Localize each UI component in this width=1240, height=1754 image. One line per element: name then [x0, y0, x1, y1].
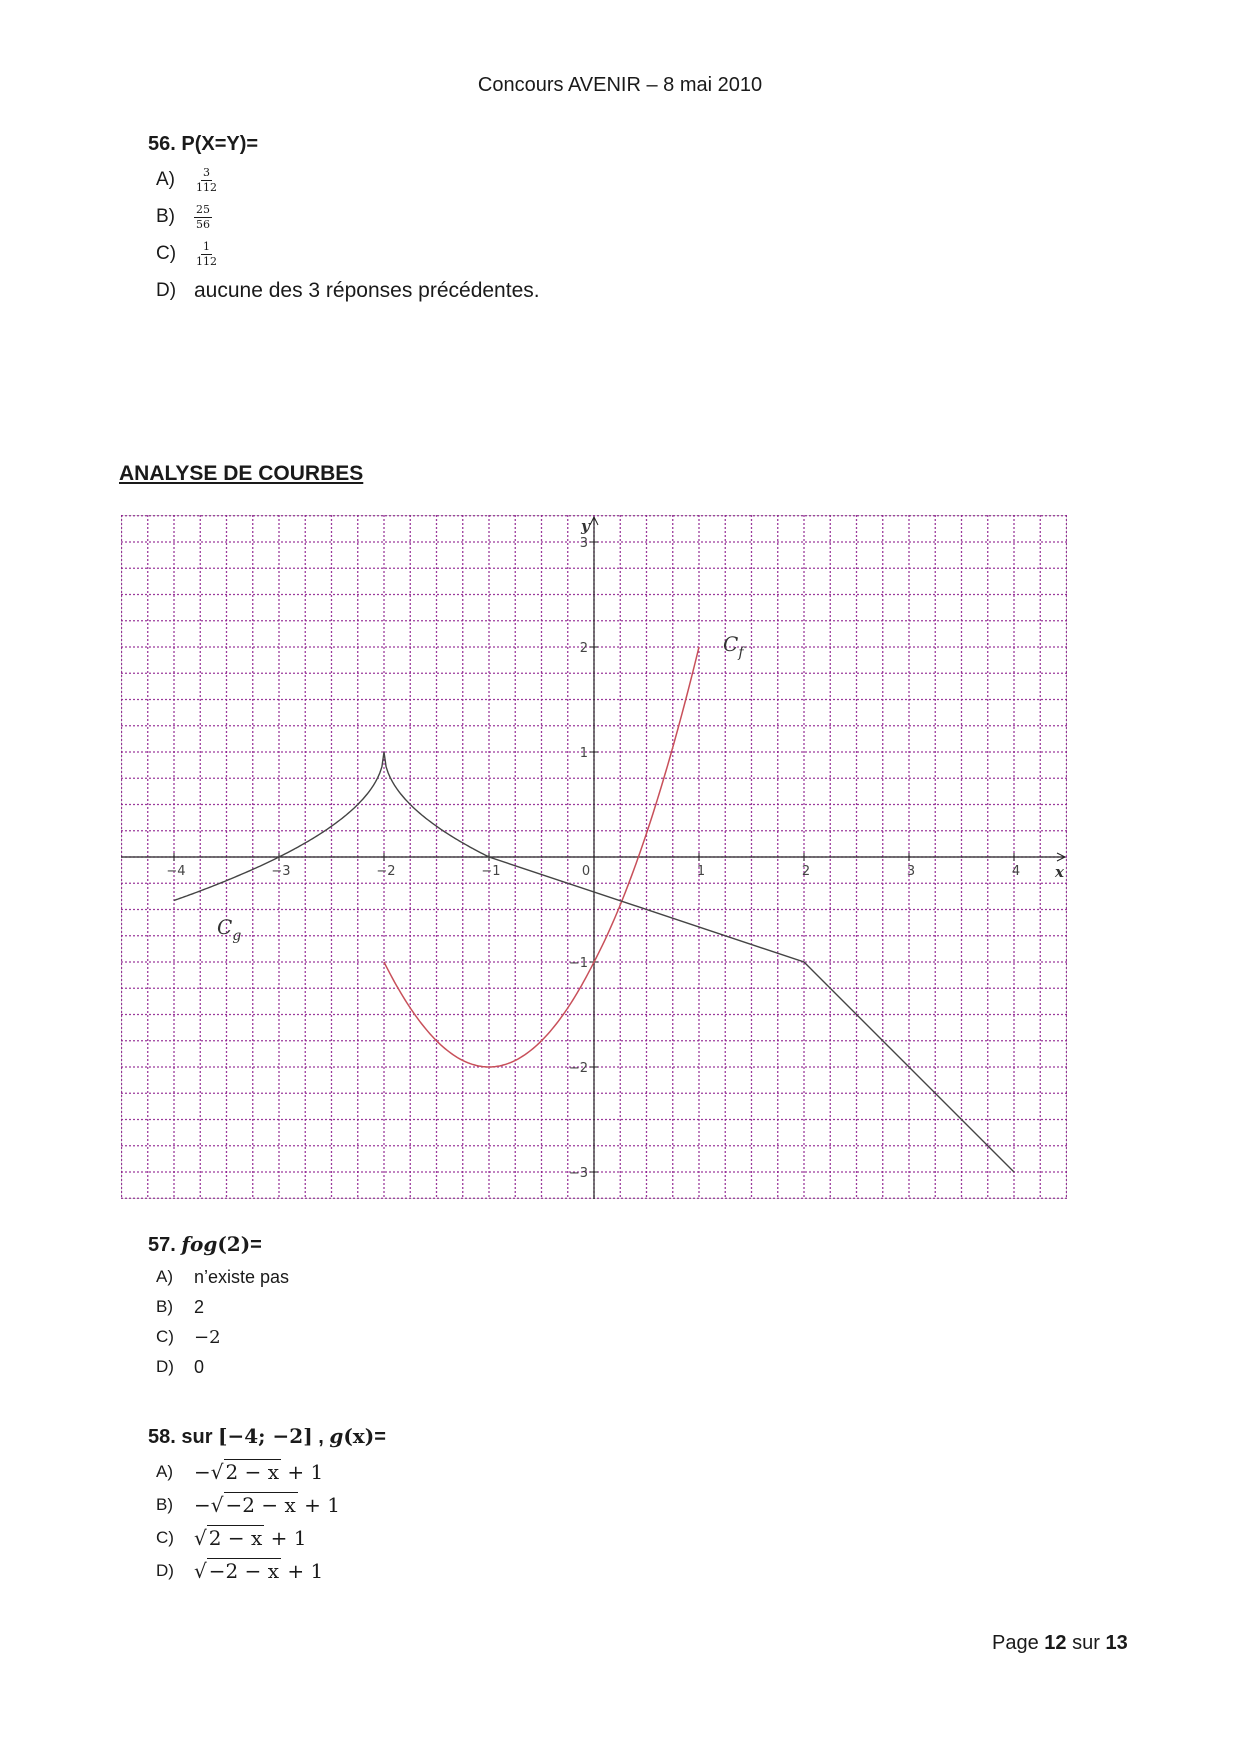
- option-math: −√ −2 − x + 1: [194, 1493, 340, 1517]
- numerator: 3: [203, 165, 210, 179]
- section-title: ANALYSE DE COURBES: [119, 462, 364, 485]
- page-total: 13: [1105, 1632, 1128, 1654]
- page-number: 12: [1044, 1632, 1067, 1654]
- page-header: Concours AVENIR – 8 mai 2010: [477, 74, 763, 96]
- option-label: A): [156, 1461, 173, 1481]
- numerator: 25: [196, 202, 210, 216]
- y-tick-label: 2: [579, 641, 588, 656]
- x-tick-label: −2: [376, 864, 396, 879]
- separator: ,: [318, 1426, 324, 1448]
- radicand: 2 − x: [208, 1526, 263, 1550]
- option-label: A): [156, 1267, 173, 1286]
- option-d[interactable]: [156, 276, 540, 306]
- option-c[interactable]: [156, 239, 540, 269]
- x-tick-label: −3: [271, 864, 291, 879]
- option-label: D): [156, 280, 177, 301]
- math-expression: fog: [181, 1232, 218, 1256]
- option-label: B): [156, 1297, 173, 1316]
- option-text: n’existe pas: [194, 1266, 290, 1287]
- fraction: [194, 241, 219, 268]
- option-text: aucune des 3 réponses précédentes.: [194, 279, 540, 302]
- question-number: 56.: [148, 133, 176, 155]
- curve-f-subscript: f: [738, 645, 744, 661]
- option-label: B): [156, 1494, 173, 1514]
- option-label: B): [156, 206, 175, 227]
- option-b[interactable]: [156, 1488, 340, 1521]
- question-number: 58. sur: [148, 1426, 213, 1448]
- curve-g-letter: C: [217, 915, 233, 939]
- addend: + 1: [270, 1526, 307, 1550]
- option-label: D): [156, 1357, 174, 1376]
- addend: + 1: [287, 1460, 324, 1484]
- option-label: C): [156, 1527, 174, 1547]
- function-argument: (x): [343, 1424, 375, 1448]
- option-a[interactable]: [156, 1262, 289, 1292]
- denominator: 56: [196, 217, 210, 231]
- y-tick-label: 3: [579, 536, 588, 551]
- y-tick-label: −2: [568, 1061, 588, 1076]
- question-58-options: [156, 1455, 340, 1587]
- fraction: [194, 204, 212, 231]
- option-text: 0: [194, 1356, 205, 1377]
- curves-graph: [121, 515, 1067, 1199]
- radicand: −2 − x: [225, 1493, 296, 1517]
- y-tick-label: −3: [568, 1166, 588, 1181]
- x-tick-label: 4: [1011, 864, 1021, 879]
- option-b[interactable]: [156, 1292, 289, 1322]
- x-tick-label: 1: [696, 864, 706, 879]
- y-tick-label: 1: [579, 746, 588, 761]
- sign: −: [194, 1460, 211, 1484]
- option-math: √ 2 − x + 1: [194, 1526, 307, 1550]
- x-tick-label: −1: [481, 864, 501, 879]
- question-text: P(X=Y)=: [181, 133, 259, 155]
- interval: [−4; −2]: [218, 1424, 313, 1448]
- addend: + 1: [287, 1559, 324, 1583]
- question-57-title: [148, 1232, 262, 1257]
- option-a[interactable]: [156, 165, 540, 195]
- option-label: C): [156, 243, 177, 264]
- question-56-title: [148, 133, 258, 156]
- y-tick-label: −1: [568, 956, 588, 971]
- x-tick-label: 2: [801, 864, 811, 879]
- fraction: [194, 167, 219, 194]
- question-58-title: [148, 1424, 386, 1449]
- option-b[interactable]: [156, 202, 540, 232]
- radicand: −2 − x: [208, 1559, 279, 1583]
- option-text: −2: [194, 1326, 221, 1348]
- sign: −: [194, 1493, 211, 1517]
- function-name: g: [329, 1424, 344, 1448]
- option-label: D): [156, 1560, 174, 1580]
- option-label: C): [156, 1327, 174, 1346]
- curve-g-subscript: g: [232, 928, 242, 944]
- option-a[interactable]: [156, 1455, 340, 1488]
- option-math: −√ 2 − x + 1: [194, 1460, 324, 1484]
- option-d[interactable]: [156, 1554, 340, 1587]
- question-number: 57.: [148, 1234, 176, 1256]
- x-tick-label: −4: [166, 864, 186, 879]
- y-axis-label: y: [581, 517, 590, 535]
- radicand: 2 − x: [225, 1460, 279, 1484]
- option-text: 2: [194, 1296, 205, 1317]
- option-c[interactable]: [156, 1521, 340, 1554]
- math-argument: (2): [217, 1232, 251, 1256]
- option-d[interactable]: [156, 1352, 289, 1382]
- option-label: A): [156, 169, 175, 190]
- page-footer: [992, 1632, 1128, 1655]
- numerator: 1: [203, 239, 210, 253]
- x-tick-label: 0: [581, 864, 591, 879]
- question-57-options: [156, 1262, 289, 1382]
- question-56-options: [156, 165, 540, 306]
- page-word: Page: [992, 1632, 1039, 1654]
- denominator: 112: [196, 180, 217, 194]
- x-tick-label: 3: [906, 864, 916, 879]
- page-sep: sur: [1072, 1632, 1100, 1654]
- equals-sign: =: [374, 1426, 386, 1448]
- option-c[interactable]: [156, 1322, 289, 1352]
- equals-sign: =: [250, 1234, 262, 1256]
- curve-f-letter: C: [723, 632, 739, 656]
- option-math: √ −2 − x + 1: [194, 1559, 324, 1583]
- addend: + 1: [304, 1493, 340, 1517]
- x-axis-label: x: [1055, 863, 1064, 881]
- denominator: 112: [196, 254, 217, 268]
